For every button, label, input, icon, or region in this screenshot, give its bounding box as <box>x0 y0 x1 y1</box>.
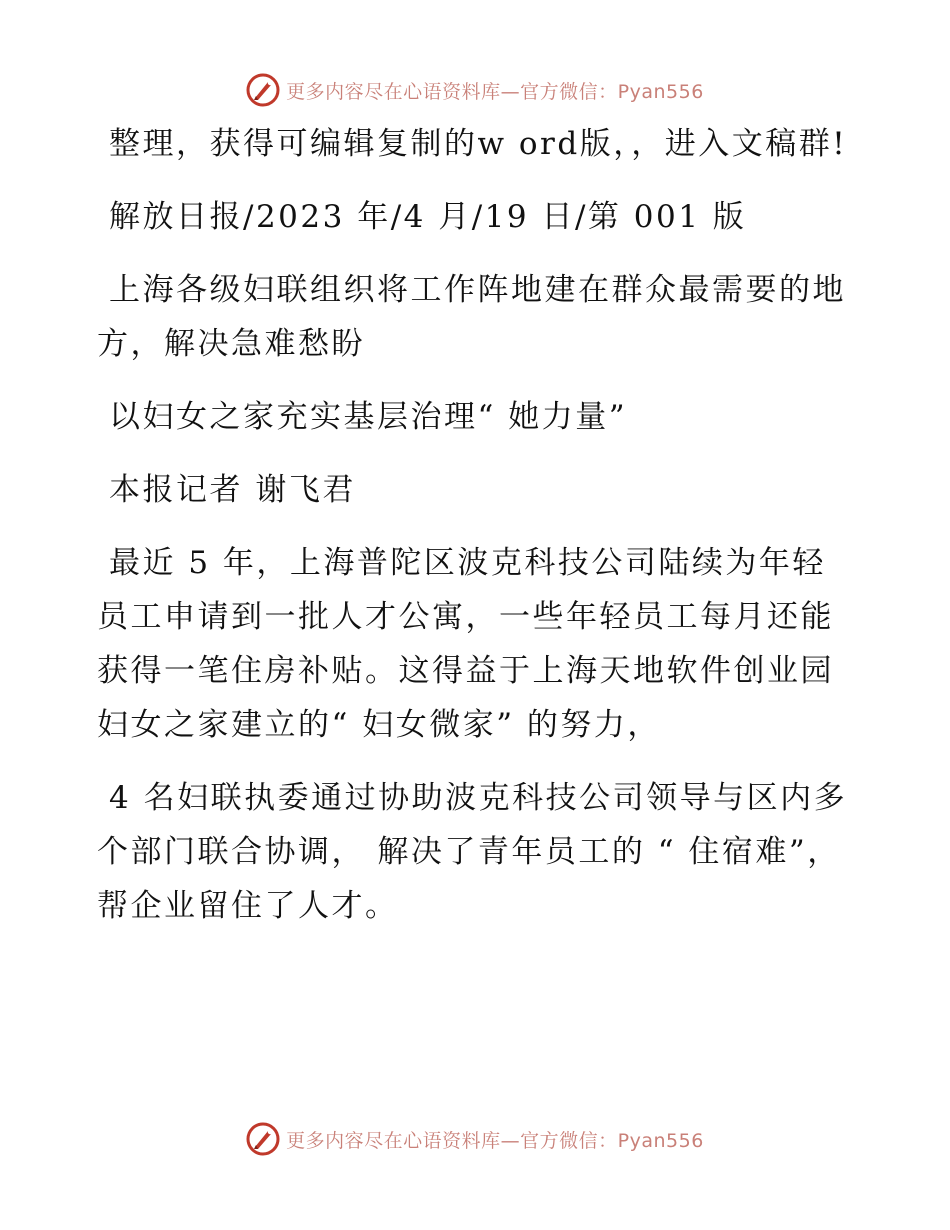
body-paragraph: 4 名妇联执委通过协助波克科技公司领导与区内多个部门联合协调， 解决了青年员工的 “ 住宿难”，帮企业留住了人才。 <box>97 780 848 924</box>
document-body <box>97 117 853 952</box>
footer-watermark-banner <box>0 1117 950 1161</box>
intro-note: 整理，获得可编辑复制的w ord版，，进入文稿群! <box>109 126 848 162</box>
article-subtitle: 上海各级妇联组织将工作阵地建在群众最需要的地方，解决急难愁盼 <box>97 272 846 362</box>
quill-logo-icon <box>246 1122 280 1156</box>
article-title: 以妇女之家充实基层治理“ 她力量” <box>109 399 628 435</box>
header-watermark-text: 更多内容尽在心语资料库—官方微信：Pyan556 <box>286 80 704 103</box>
byline: 本报记者 谢飞君 <box>109 472 356 508</box>
body-paragraph: 最近 5 年，上海普陀区波克科技公司陆续为年轻员工申请到一批人才公寓，一些年轻员工每月还能获得一笔住房补贴。这得益于上海天地软件创业园妇女之家建立的“ 妇女微家” 的努力， <box>97 545 834 743</box>
quill-logo-icon <box>246 73 280 107</box>
footer-watermark-text: 更多内容尽在心语资料库—官方微信：Pyan556 <box>286 1129 704 1152</box>
source-line: 解放日报/2023 年/4 月/19 日/第 001 版 <box>109 199 747 235</box>
header-watermark-banner <box>0 68 950 112</box>
